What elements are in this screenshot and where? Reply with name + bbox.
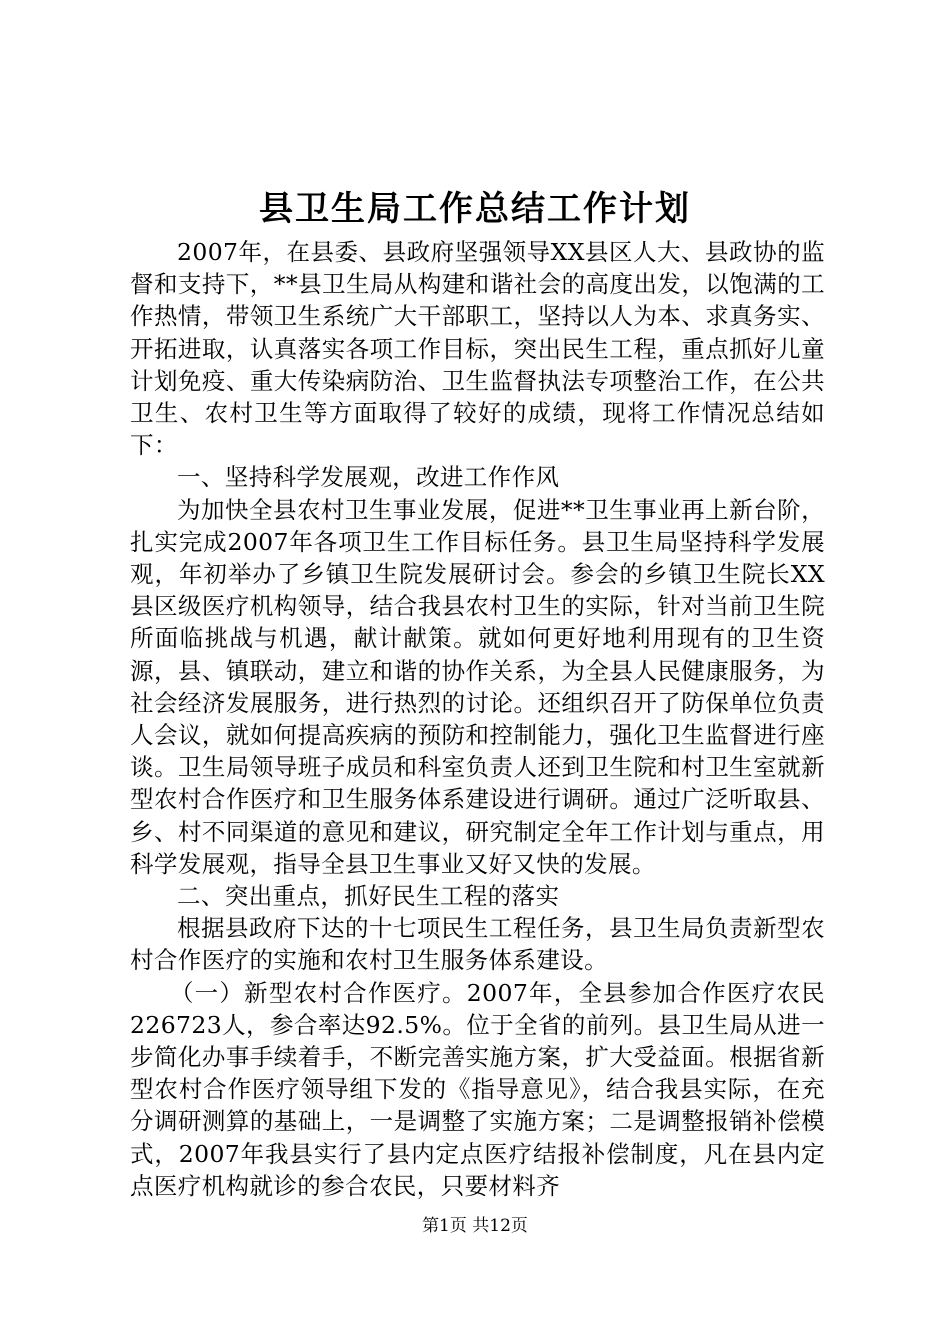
document-body	[130, 236, 825, 1202]
document-title: 县卫生局工作总结工作计划	[259, 189, 691, 229]
section-2-paragraph: 根据县政府下达的十七项民生工程任务，县卫生局负责新型农村合作医疗的实施和农村卫生服务体系建设。	[130, 914, 825, 975]
subsection-1-paragraph: （一）新型农村合作医疗。2007年，全县参加合作医疗农民226723人，参合率达92.5%。位于全省的前列。县卫生局从进一步简化办事手续着手，不断完善实施方案，扩大受益面。根据省新型农村合作医疗领导组下发的《指导意见》，结合我县实际，在充分调研测算的基础上，一是调整了实施方案；二是调整报销补偿模式，2007年我县实行了县内定点医疗结报补偿制度，凡在县内定点医疗机构就诊的参合农民，只要材料齐	[130, 978, 825, 1200]
section-heading-1: 一、坚持科学发展观，改进工作作风	[177, 463, 560, 492]
section-heading-2: 二、突出重点，抓好民生工程的落实	[177, 882, 560, 911]
page-footer: 第1页 共12页	[422, 1216, 528, 1236]
intro-paragraph: 2007年，在县委、县政府坚强领导XX县区人大、县政协的监督和支持下，**县卫生局从构建和谐社会的高度出发，以饱满的工作热情，带领卫生系统广大干部职工，坚持以人为本、求真务实、开拓进取，认真落实各项工作目标，突出民生工程，重点抓好儿童计划免疫、重大传染病防治、卫生监督执法专项整治工作，在公共卫生、农村卫生等方面取得了较好的成绩，现将工作情况总结如下：	[130, 238, 825, 460]
section-1-paragraph: 为加快全县农村卫生事业发展，促进**卫生事业再上新台阶，扎实完成2007年各项卫生工作目标任务。县卫生局坚持科学发展观，年初举办了乡镇卫生院发展研讨会。参会的乡镇卫生院长XX县区级医疗机构领导，结合我县农村卫生的实际，针对当前卫生院所面临挑战与机遇，献计献策。就如何更好地利用现有的卫生资源，县、镇联动，建立和谐的协作关系，为全县人民健康服务，为社会经济发展服务，进行热烈的讨论。还组织召开了防保单位负责人会议，就如何提高疾病的预防和控制能力，强化卫生监督进行座谈。卫生局领导班子成员和科室负责人还到卫生院和村卫生室就新型农村合作医疗和卫生服务体系建设进行调研。通过广泛听取县、乡、村不同渠道的意见和建议，研究制定全年工作计划与重点，用科学发展观，指导全县卫生事业又好又快的发展。	[130, 495, 825, 878]
